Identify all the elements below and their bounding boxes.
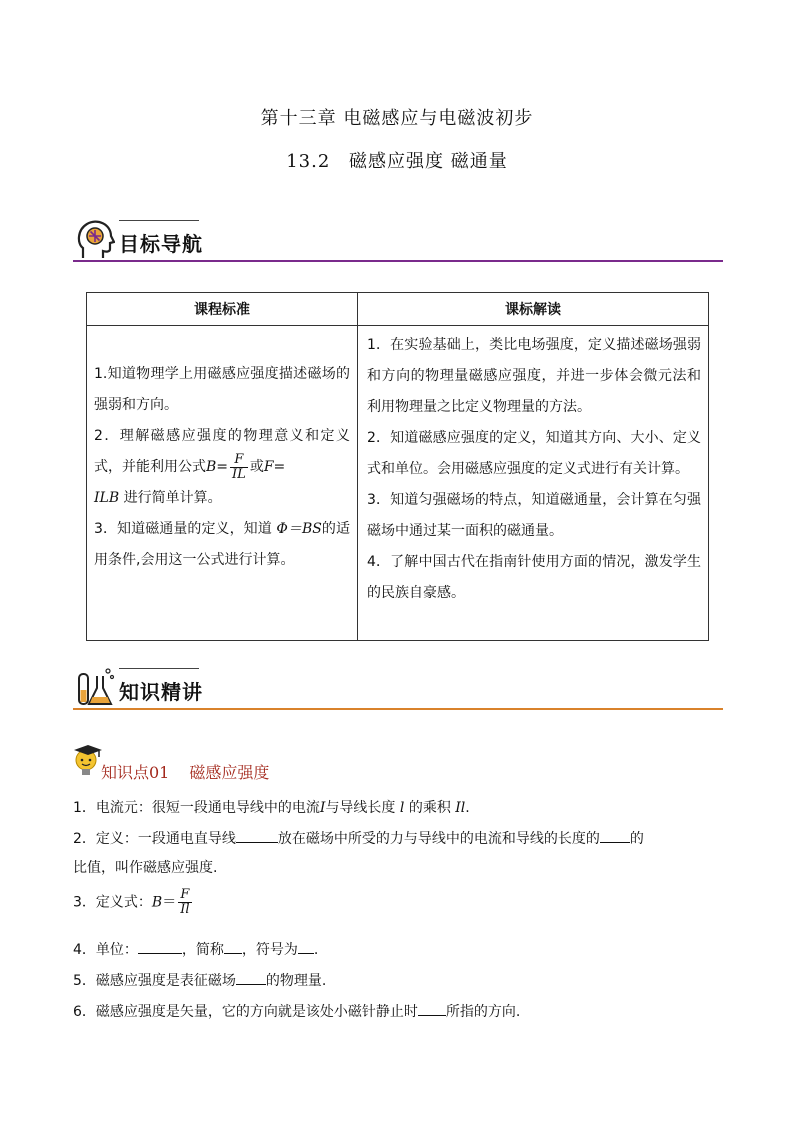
section-label: 目标导航 <box>119 232 203 256</box>
section-name: 磁感应强度 磁通量 <box>349 151 508 172</box>
table-header-interpretation: 课标解读 <box>358 293 709 326</box>
curriculum-table <box>86 292 709 641</box>
header-accent-line <box>119 220 199 221</box>
header-accent-line <box>119 668 199 669</box>
table-header-standard: 课程标准 <box>87 293 358 326</box>
lab-flask-icon <box>75 666 115 708</box>
fill-blank[interactable] <box>236 828 278 843</box>
graduate-lightbulb-icon <box>72 742 104 776</box>
fraction-F-over-Il: $\frac{F}{Il}$ <box>180 887 190 917</box>
section-title <box>0 147 794 173</box>
standard-item-3: 3．知道磁通量的定义，知道 Φ＝BS的适用条件,会用这一公式进行计算。 <box>94 521 350 568</box>
item-3: 3．定义式：B＝ $\frac{F}{Il}$ <box>73 887 190 917</box>
knowledge-point-title <box>101 760 269 783</box>
item-2: 2．定义：一段通电直导线 放在磁场中所受的力与导线中的电流和导线的长度的 的 <box>73 828 723 849</box>
fraction-F-over-IL: $\frac{F}{IL}$ <box>232 451 246 482</box>
item-1: 1．电流元：很短一段通电导线中的电流I与导线长度 l 的乘积 Il. <box>73 800 470 816</box>
knowledge-point-number: 知识点01 <box>101 763 170 782</box>
interpretation-item-2: 2．知道磁感应强度的定义，知道其方向、大小、定义式和单位。会用磁感应强度的定义式进行有关计算。 <box>367 430 701 477</box>
knowledge-point-name: 磁感应强度 <box>189 763 270 782</box>
section-header-goals <box>73 218 723 268</box>
item-6: 6．磁感应强度是矢量，它的方向就是该处小磁针静止时 所指的方向. <box>73 1001 723 1022</box>
fill-blank[interactable] <box>298 939 314 954</box>
head-brain-icon <box>75 218 115 260</box>
section-rule <box>73 708 723 710</box>
item-4: 4．单位： ，简称 ，符号为 . <box>73 939 723 960</box>
section-number: 13.2 <box>286 151 331 172</box>
section-rule <box>73 260 723 262</box>
fill-blank[interactable] <box>224 939 242 954</box>
fill-blank[interactable] <box>236 970 266 985</box>
standard-item-1: 1.知道物理学上用磁感应强度描述磁场的强弱和方向。 <box>94 366 350 413</box>
fill-blank[interactable] <box>600 828 630 843</box>
item-5: 5．磁感应强度是表征磁场 的物理量. <box>73 970 723 991</box>
interpretation-item-4: 4．了解中国古代在指南针使用方面的情况，激发学生的民族自豪感。 <box>367 554 701 601</box>
fill-blank[interactable] <box>138 939 182 954</box>
fill-blank[interactable] <box>418 1001 446 1016</box>
section-label: 知识精讲 <box>119 680 203 704</box>
chapter-title: 第十三章 电磁感应与电磁波初步 <box>260 108 534 129</box>
interpretation-item-3: 3．知道匀强磁场的特点，知道磁通量，会计算在匀强磁场中通过某一面积的磁通量。 <box>367 492 701 539</box>
item-2-continued: 比值，叫作磁感应强度. <box>73 860 218 876</box>
interpretation-cell <box>358 326 709 641</box>
interpretation-item-1: 1．在实验基础上，类比电场强度，定义描述磁场强弱和方向的物理量磁感应强度，并进一步体会微元法和利用物理量之比定义物理量的方法。 <box>367 337 701 415</box>
section-header-knowledge <box>73 666 723 716</box>
standard-item-2: 2．理解磁感应强度的物理意义和定义式，并能利用公式B= $\frac{F}{IL}$ 或F= ILB 进行简单计算。 <box>94 428 350 506</box>
standard-cell <box>87 326 358 641</box>
